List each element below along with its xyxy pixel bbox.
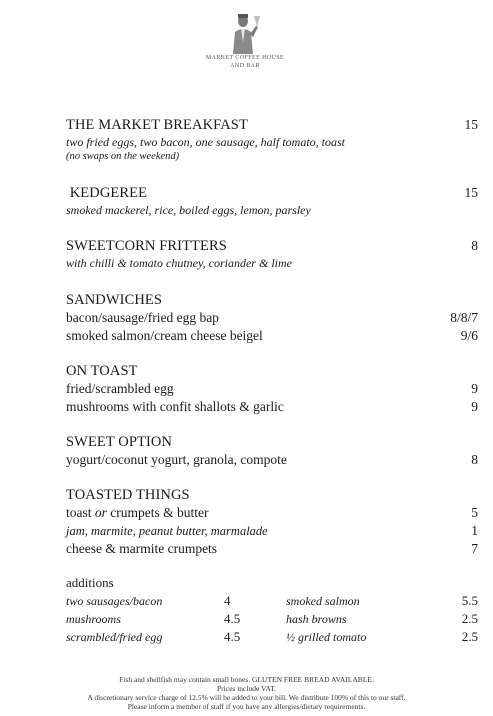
section-additions <box>66 574 478 646</box>
footer-line: A discretionary service charge of 12.5% will be added to your bill. We distribute 100% of this to our staff. <box>87 693 406 702</box>
addition-price: 5.5 <box>461 593 478 608</box>
logo <box>200 12 290 70</box>
description: two fried eggs, two bacon, one sausage, half tomato, toast <box>66 135 345 149</box>
addition-name: two sausages/bacon <box>66 594 163 608</box>
price: 9 <box>471 399 478 414</box>
item-name-part: crumpets & butter <box>106 505 209 520</box>
section-title: THE MARKET BREAKFAST <box>66 117 248 133</box>
price: 9/6 <box>460 328 478 343</box>
addition-name: scrambled/fried egg <box>66 630 163 644</box>
addition-price: 2.5 <box>461 629 478 644</box>
price: 1 <box>471 523 478 538</box>
menu-item <box>66 398 478 416</box>
price: 8 <box>471 452 478 467</box>
man-with-glass-icon <box>225 12 265 54</box>
section-title: additions <box>66 575 114 590</box>
additions-row <box>66 628 478 646</box>
item-name: fried/scrambled egg <box>66 381 174 396</box>
menu-item <box>66 522 478 540</box>
addition-name: mushrooms <box>66 612 121 626</box>
section-market-breakfast <box>66 116 478 164</box>
addition-name: smoked salmon <box>286 594 360 608</box>
price: 8 <box>471 238 478 253</box>
section-sweetcorn-fritters <box>66 237 478 271</box>
addition-name: hash browns <box>286 612 347 626</box>
footer-line: Please inform a member of staff if you have any allergies/dietary requirements. <box>127 702 366 711</box>
item-name: jam, marmite, peanut butter, marmalade <box>66 524 268 538</box>
additions-row <box>66 592 478 610</box>
note: (no swaps on the weekend) <box>66 151 180 162</box>
section-title: SANDWICHES <box>66 292 163 308</box>
section-title: SWEETCORN FRITTERS <box>66 238 227 254</box>
item-name-part: toast <box>66 505 95 520</box>
price: 5 <box>471 505 478 520</box>
section-title: TOASTED THINGS <box>66 487 190 503</box>
item-name: yogurt/coconut yogurt, granola, compote <box>66 452 287 467</box>
section-toasted-things <box>66 486 478 558</box>
menu-item <box>66 504 478 522</box>
description: smoked mackerel, rice, boiled eggs, lemon, parsley <box>66 203 311 217</box>
item-name: bacon/sausage/fried egg bap <box>66 310 219 325</box>
menu-item <box>66 380 478 398</box>
menu-item <box>66 540 478 558</box>
brand-name-line2: AND BAR <box>230 63 260 69</box>
section-sweet-option <box>66 433 478 469</box>
section-kedgeree <box>66 184 478 218</box>
menu-item <box>66 309 478 327</box>
item-name: mushrooms with confit shallots & garlic <box>66 399 284 414</box>
price: 15 <box>464 185 478 200</box>
footer-notes <box>0 675 493 711</box>
addition-price: 2.5 <box>461 611 478 626</box>
footer-line: Prices include VAT. <box>217 684 276 693</box>
addition-name: ½ grilled tomato <box>286 630 367 644</box>
section-sandwiches <box>66 291 478 345</box>
footer-line: Fish and shellfish may contain small bones. GLUTEN FREE BREAD AVAILABLE. <box>119 675 374 684</box>
additions-row <box>66 610 478 628</box>
brand-name-line1: MARKET COFFEE HOUSE <box>205 55 285 61</box>
price: 8/8/7 <box>450 310 478 325</box>
menu-item <box>66 451 478 469</box>
section-title: KEDGEREE <box>66 185 148 201</box>
menu-item <box>66 327 478 345</box>
section-title: SWEET OPTION <box>66 434 173 450</box>
addition-price: 4.5 <box>224 629 241 644</box>
price: 15 <box>464 117 478 132</box>
item-name-or: or <box>94 505 107 520</box>
item-name <box>66 505 209 520</box>
description: with chilli & tomato chutney, coriander & lime <box>66 256 292 270</box>
addition-price: 4 <box>224 593 231 608</box>
price: 9 <box>471 381 478 396</box>
item-name: smoked salmon/cream cheese beigel <box>66 328 263 343</box>
item-name: cheese & marmite crumpets <box>66 541 218 556</box>
price: 7 <box>471 541 478 556</box>
addition-price: 4.5 <box>224 611 241 626</box>
section-on-toast <box>66 362 478 416</box>
section-title: ON TOAST <box>66 363 138 379</box>
